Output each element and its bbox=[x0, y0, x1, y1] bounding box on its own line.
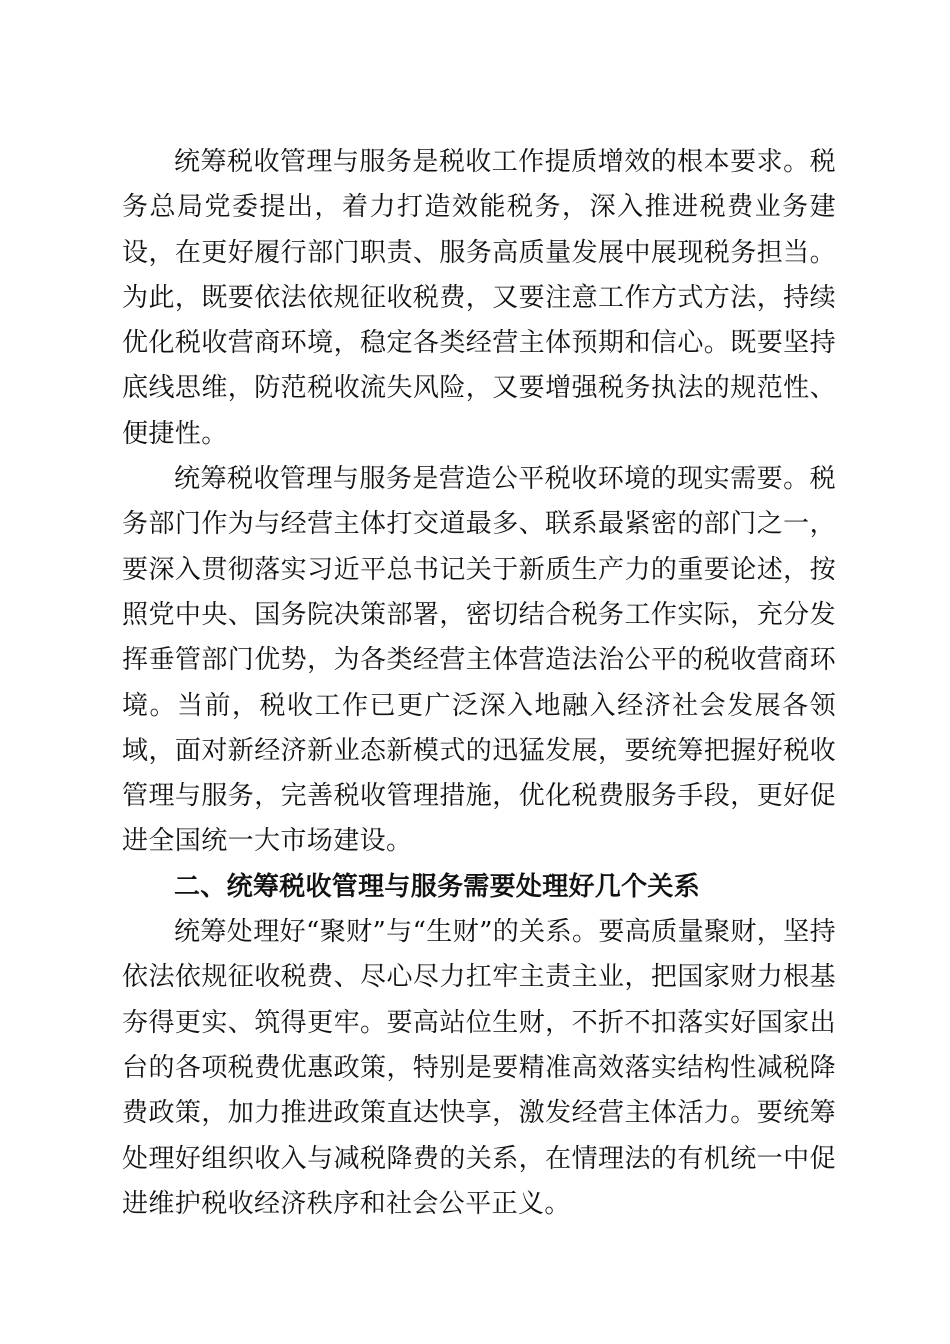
paragraph-1: 统筹税收管理与服务是税收工作提质增效的根本要求。税务总局党委提出，着力打造效能税务，深入推进税费业务建设，在更好履行部门职责、服务高质量发展中展现税务担当。为此，既要依法依规征收税费，又要注意工作方式方法，持续优化税收营商环境，稳定各类经营主体预期和信心。既要坚持底线思维，防范税收流失风险，又要增强税务执法的规范性、便捷性。 bbox=[122, 147, 836, 449]
section-heading: 二、统筹税收管理与服务需要处理好几个关系 bbox=[174, 871, 701, 902]
paragraph-3: 统筹处理好“聚财”与“生财”的关系。要高质量聚财，坚持依法依规征收税费、尽心尽力扛牢主责主业，把国家财力根基夯得更实、筑得更牢。要高站位生财，不折不扣落实好国家出台的各项税费优惠政策，特别是要精准高效落实结构性减税降费政策，加力推进政策直达快享，激发经营主体活力。要统筹处理好组织收入与减税降费的关系，在情理法的有机统一中促进维护税收经济秩序和社会公平正义。 bbox=[122, 917, 836, 1219]
paragraph-2: 统筹税收管理与服务是营造公平税收环境的现实需要。税务部门作为与经营主体打交道最多、联系最紧密的部门之一，要深入贯彻落实习近平总书记关于新质生产力的重要论述，按照党中央、国务院决策部署，密切结合税务工作实际，充分发挥垂管部门优势，为各类经营主体营造法治公平的税收营商环境。当前，税收工作已更广泛深入地融入经济社会发展各领域，面对新经济新业态新模式的迅猛发展，要统筹把握好税收管理与服务，完善税收管理措施，优化税费服务手段，更好促进全国统一大市场建设。 bbox=[122, 464, 836, 857]
document-body bbox=[122, 140, 836, 1227]
